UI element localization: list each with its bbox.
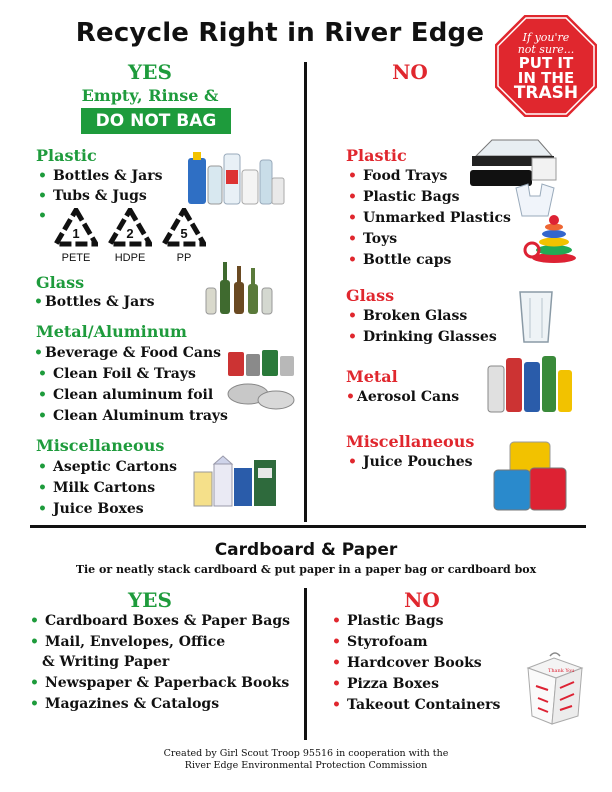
- footer: [0, 748, 612, 772]
- yes-metal-item: • Clean Aluminum trays: [38, 408, 228, 424]
- recycle-label-pete: PETE: [61, 252, 91, 264]
- stop-sign: [492, 12, 600, 120]
- page-title: Recycle Right in River Edge: [75, 18, 485, 48]
- yes-misc-item: • Milk Cartons: [38, 480, 156, 496]
- cardboard-title: Cardboard & Paper: [214, 540, 398, 560]
- cartons-image: [190, 454, 282, 510]
- no-plastic-item: • Unmarked Plastics: [348, 210, 511, 226]
- cardboard-yes-heading: YES: [128, 588, 172, 612]
- do-not-bag-badge: DO NOT BAG: [81, 108, 231, 134]
- yes-plastic-item: • Bottles & Jars: [38, 168, 163, 184]
- recycle-number-5: 5: [180, 226, 188, 241]
- no-misc-title: Miscellaneous: [346, 432, 475, 451]
- stop-sign-line3: PUT IT: [518, 53, 574, 72]
- takeout-box-text: Thank You: [548, 668, 575, 674]
- cardboard-no-item: • Hardcover Books: [332, 655, 482, 671]
- yes-heading: YES: [128, 60, 172, 84]
- recycle-symbol-5: [162, 208, 206, 264]
- footer-line1: Created by Girl Scout Troop 95516 in cooperation with the: [163, 748, 449, 759]
- cardboard-yes-item: • Mail, Envelopes, Office: [30, 634, 226, 650]
- stop-sign-line4: IN THE: [517, 68, 575, 87]
- cardboard-yes-item: • Newspaper & Paperback Books: [30, 675, 290, 691]
- yes-metal-item: • Clean Foil & Trays: [38, 366, 196, 382]
- no-plastic-item: • Bottle caps: [348, 252, 452, 268]
- cardboard-yes-item: • Cardboard Boxes & Paper Bags: [30, 613, 291, 629]
- stop-sign-line1: If you're: [522, 30, 570, 44]
- yes-plastic-item-symbols-bullet: •: [38, 208, 47, 224]
- recycle-triangle-icon: [162, 208, 206, 248]
- bag-and-toy-image: [514, 182, 580, 264]
- takeout-container-image: [520, 650, 590, 728]
- no-glass-item: • Drinking Glasses: [348, 329, 497, 345]
- plastic-bottles-image: [186, 148, 286, 206]
- metal-cans-image: [224, 348, 296, 412]
- no-plastic-title: Plastic: [346, 146, 407, 165]
- glass-bottles-image: [200, 258, 284, 316]
- yes-glass-item: • Bottles & Jars: [34, 294, 155, 310]
- aerosol-cans-image: [484, 352, 574, 414]
- recycle-symbol-1: [54, 208, 98, 264]
- no-metal-title: Metal: [346, 367, 398, 386]
- stop-sign-line5: TRASH: [513, 82, 579, 103]
- no-metal-item: • Aerosol Cans: [346, 389, 460, 405]
- yes-misc-title: Miscellaneous: [36, 436, 165, 455]
- recycle-number-1: 1: [72, 226, 80, 241]
- yes-metal-title: Metal/Aluminum: [36, 322, 187, 341]
- yes-misc-item: • Aseptic Cartons: [38, 459, 178, 475]
- cardboard-no-heading: NO: [404, 588, 440, 612]
- yes-plastic-title: Plastic: [36, 146, 97, 165]
- yes-metal-item: • Beverage & Food Cans: [34, 345, 222, 361]
- juice-pouches-image: [490, 440, 570, 512]
- cardboard-no-item: • Pizza Boxes: [332, 676, 439, 692]
- cardboard-no-item: • Takeout Containers: [332, 697, 501, 713]
- cardboard-yes-item: • Magazines & Catalogs: [30, 696, 220, 712]
- no-misc-item: • Juice Pouches: [348, 454, 473, 470]
- recycle-triangle-icon: [54, 208, 98, 248]
- yes-glass-title: Glass: [36, 273, 85, 292]
- footer-line2: River Edge Environmental Protection Commission: [184, 760, 428, 771]
- horizontal-divider: [30, 525, 586, 528]
- no-plastic-item: • Food Trays: [348, 168, 448, 184]
- yes-metal-item: • Clean aluminum foil: [38, 387, 214, 403]
- drinking-glass-image: [516, 290, 556, 344]
- recycle-label-pp: PP: [176, 252, 192, 264]
- bottom-vertical-divider: [304, 588, 307, 740]
- cardboard-no-item: • Styrofoam: [332, 634, 428, 650]
- recycle-triangle-icon: [108, 208, 152, 248]
- recycle-label-hdpe: HDPE: [114, 252, 146, 264]
- no-glass-item: • Broken Glass: [348, 308, 468, 324]
- cardboard-no-item: • Plastic Bags: [332, 613, 444, 629]
- no-plastic-item: • Plastic Bags: [348, 189, 460, 205]
- cardboard-yes-item-continued: & Writing Paper: [42, 654, 170, 670]
- recycle-number-2: 2: [126, 226, 134, 241]
- no-glass-title: Glass: [346, 286, 395, 305]
- yes-misc-item: • Juice Boxes: [38, 501, 144, 517]
- top-vertical-divider: [304, 62, 307, 522]
- recycle-symbol-2: [108, 208, 152, 264]
- yes-subheading: Empty, Rinse &: [81, 86, 219, 105]
- no-heading: NO: [392, 60, 428, 84]
- yes-plastic-item: • Tubs & Jugs: [38, 188, 147, 204]
- cardboard-subtitle: Tie or neatly stack cardboard & put paper in a paper bag or cardboard box: [75, 563, 537, 576]
- stop-sign-line2: not sure...: [517, 42, 575, 56]
- no-plastic-item: • Toys: [348, 231, 398, 247]
